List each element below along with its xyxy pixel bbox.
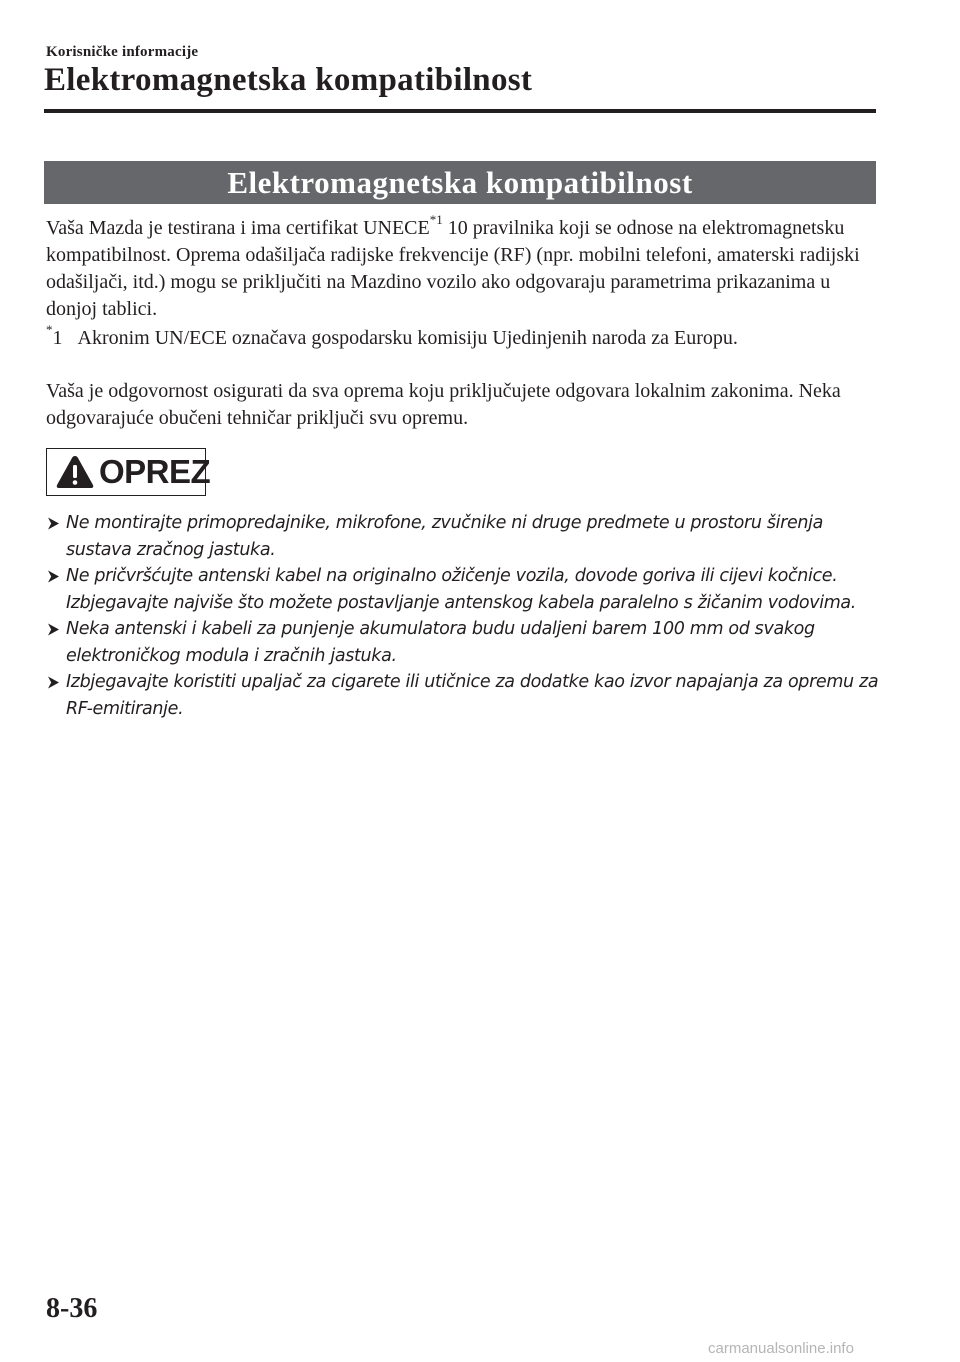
arrow-bullet-icon [47,676,60,689]
intro-paragraph [46,212,866,323]
footnote-star: * [46,322,53,338]
caution-item-text: Ne montirajte primopredajnike, mikrofone, zvučnike ni druge predmete u prostoru širenja sustava zračnog jastuka. [66,513,823,560]
section-title-bar [44,161,876,204]
chapter-title: Elektromagnetska kompatibilnost [44,62,533,98]
responsibility-paragraph: Vaša je odgovornost osigurati da sva oprema koju priključujete odgovara lokalnim zakonima. Neka odgovarajuće obučeni tehničar priključi svu opremu. [46,380,841,429]
footnote [46,322,866,352]
caution-item [46,669,886,722]
section-title: Elektromagnetska kompatibilnost [227,165,693,200]
chapter-rule [44,109,876,113]
caution-label: OPREZ [99,453,211,490]
caution-box [46,448,211,496]
footnote-text: Akronim UN/ECE označava gospodarsku komisiju Ujedinjenih naroda za Europu. [77,327,738,349]
intro-text-start: Vaša Mazda je testirana i ima certifikat UNECE [46,217,430,239]
caution-item-text: Ne pričvršćujte antenski kabel na originalno ožičenje vozila, dovode goriva ili cijevi kočnice. Izbjegavajte najviše što možete postavljanje antenskog kabela paralelno s žičanim vodovima. [66,566,857,613]
caution-item-text: Izbjegavajte koristiti upaljač za cigarete ili utičnice za dodatke kao izvor napajanja za opremu za RF-emitiranje. [66,672,879,719]
arrow-bullet-icon [47,517,60,530]
page-number: 8-36 [46,1293,98,1324]
arrow-bullet-icon [47,570,60,583]
warning-triangle-icon [55,454,95,490]
arrow-bullet-icon [47,623,60,636]
caution-list [46,510,886,722]
watermark: carmanualsonline.info [708,1340,854,1357]
intro-footnote-marker: *1 [429,212,443,228]
caution-item [46,616,886,669]
caution-item-text: Neka antenski i kabeli za punjenje akumulatora budu udaljeni barem 100 mm od svakog elektroničkog modula i zračnih jastuka. [66,619,815,666]
intro-text-end: 10 pravilnika koji se odnose na elektromagnetsku kompatibilnost. Oprema odašiljača radijske frekvencije (RF) (npr. mobilni telefoni, amaterski radijski odašiljači, itd.) mogu se priključiti na Mazdino vozilo ako odgovaraju parametrima prikazanima u donjoj tablici. [46,217,860,320]
caution-item [46,510,886,563]
running-head: Korisničke informacije [46,44,199,60]
footnote-number: 1 [52,327,63,349]
caution-item [46,563,886,616]
